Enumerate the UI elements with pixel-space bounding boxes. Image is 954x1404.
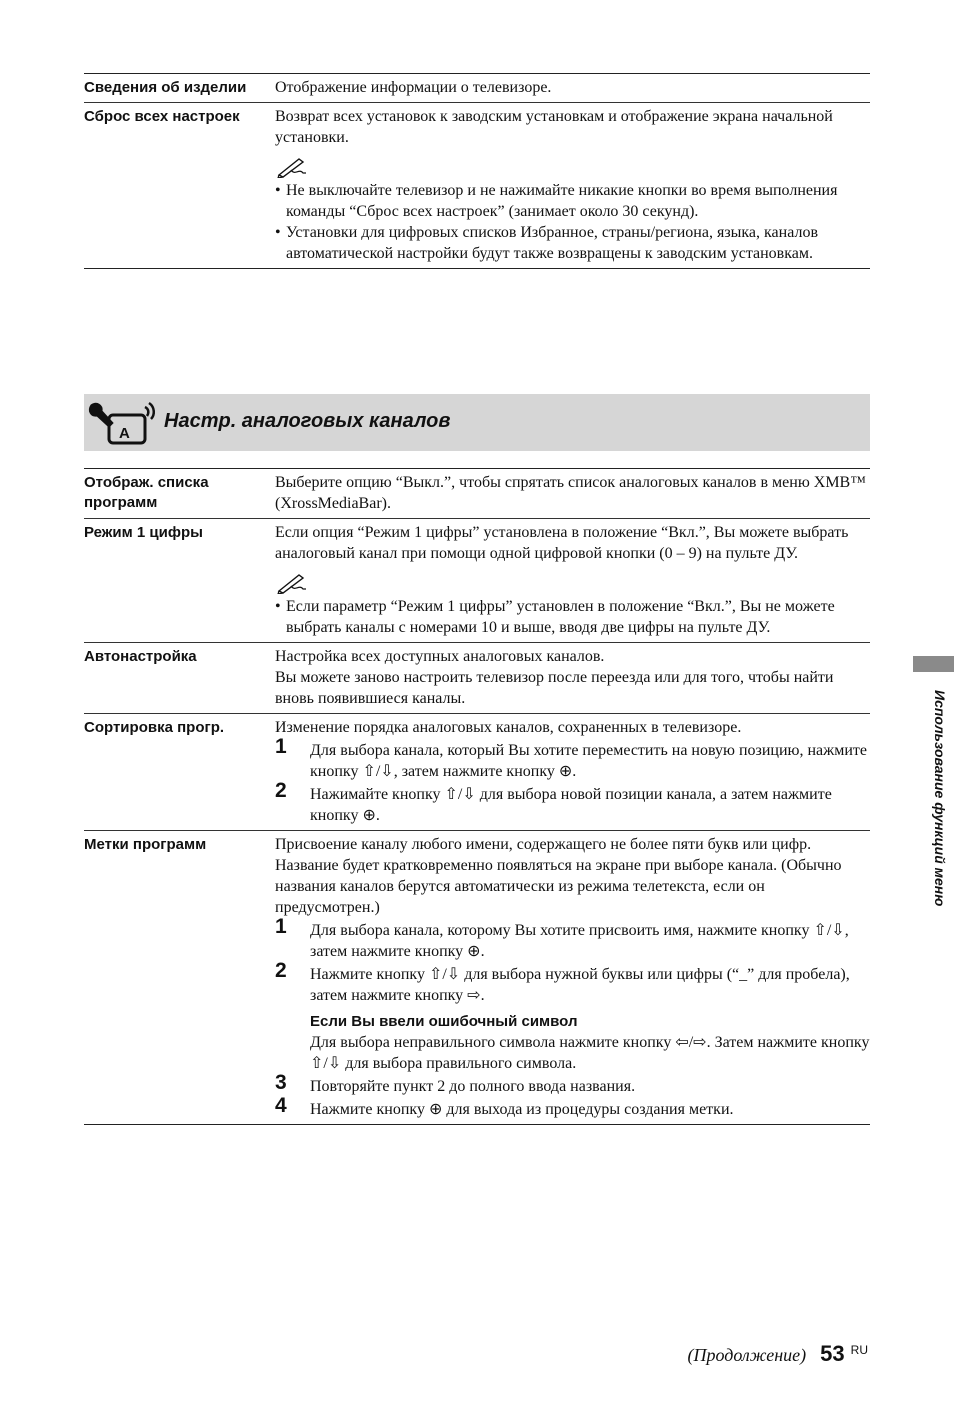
- row-description-extra: Вы можете заново настроить телевизор после переезда или для того, чтобы найти вновь появившиеся каналы.: [275, 669, 834, 707]
- settings-table-general: [84, 73, 870, 269]
- notes-list: [275, 180, 870, 264]
- step-text: Для выбора канала, который Вы хотите переместить на новую позицию, нажмите кнопку ⇧/⇩, затем нажмите кнопку ⊕.: [310, 742, 867, 780]
- page-number: 53: [820, 1341, 845, 1366]
- step-item: [275, 1071, 870, 1097]
- row-description: Отображение информации о телевизоре.: [275, 79, 552, 96]
- table-row: [84, 831, 870, 1125]
- row-term: Автонастройка: [84, 648, 197, 665]
- language-code: RU: [850, 1343, 868, 1357]
- row-description: Если опция “Режим 1 цифры” установлена в положение “Вкл.”, Вы можете выбрать аналоговый канал при помощи одной цифровой кнопки (0 – 9) на пульте ДУ.: [275, 524, 849, 562]
- row-term: Отображ. списка программ: [84, 474, 209, 511]
- step-text: Для выбора канала, которому Вы хотите присвоить имя, нажмите кнопку ⇧/⇩, затем нажмите кнопку ⊕.: [310, 922, 849, 960]
- note-item: • Не выключайте телевизор и не нажимайте никакие кнопки во время выполнения команды “Сброс всех настроек” (занимает около 30 секунд).: [275, 180, 870, 222]
- settings-table-analog: [84, 468, 870, 1125]
- step-item: [275, 779, 870, 826]
- step-text: Нажмите кнопку ⇧/⇩ для выбора нужной буквы или цифры (“_” для пробела), затем нажмите кнопку ⇨.: [310, 966, 850, 1004]
- table-row: [84, 74, 870, 103]
- table-row: [84, 643, 870, 714]
- row-description-cell: [275, 714, 870, 831]
- note-pencil-icon: [277, 572, 307, 594]
- step-number: 1: [275, 915, 287, 938]
- section-title: Настр. аналоговых каналов: [164, 410, 451, 432]
- note-item: • Если параметр “Режим 1 цифры” установлен в положение “Вкл.”, Вы не можете выбрать каналы с номерами 10 и выше, вводя две цифры на пульте ДУ.: [275, 596, 870, 638]
- step-number: 3: [275, 1071, 287, 1094]
- step-item: [275, 959, 870, 1006]
- step-item: [275, 915, 870, 962]
- notes-list: [275, 596, 870, 638]
- page-footer: [688, 1340, 869, 1367]
- table-row: [84, 469, 870, 519]
- row-description-cell: [275, 519, 870, 643]
- table-row: [84, 103, 870, 269]
- row-description: Возврат всех установок к заводским установкам и отображение экрана начальной установки.: [275, 108, 833, 146]
- row-term: Сброс всех настроек: [84, 108, 240, 125]
- step-text: Повторяйте пункт 2 до полного ввода названия.: [310, 1078, 636, 1095]
- step-number: 1: [275, 735, 287, 758]
- note-pencil-icon: [277, 156, 307, 178]
- row-description-cell: [275, 643, 870, 714]
- row-description-cell: [275, 831, 870, 1125]
- row-description: Присвоение каналу любого имени, содержащего не более пяти букв или цифр. Название будет кратковременно появляться на экране при выборе канала. (Обычно названия каналов берутся автоматически из режима телетекста, если он предусмотрен.): [275, 836, 842, 916]
- row-term: Метки программ: [84, 836, 207, 853]
- section-banner: [84, 394, 870, 451]
- icon-letter: A: [119, 425, 130, 442]
- sub-text: Для выбора неправильного символа нажмите кнопку ⇦/⇨. Затем нажмите кнопку ⇧/⇩ для выбора правильного символа.: [310, 1034, 870, 1072]
- table-row: [84, 519, 870, 643]
- row-term: Режим 1 цифры: [84, 524, 203, 541]
- row-term: Сортировка прогр.: [84, 719, 225, 736]
- row-term: Сведения об изделии: [84, 79, 247, 96]
- step-text: Нажимайте кнопку ⇧/⇩ для выбора новой позиции канала, а затем нажмите кнопку ⊕.: [310, 786, 832, 824]
- side-tab-marker: [913, 656, 954, 672]
- sub-heading: Если Вы ввели ошибочный символ: [310, 1013, 578, 1030]
- row-description: Изменение порядка аналоговых каналов, сохраненных в телевизоре.: [275, 719, 742, 736]
- side-section-label: Использование функций меню: [932, 690, 948, 907]
- step-number: 4: [275, 1094, 287, 1117]
- step-number: 2: [275, 959, 287, 982]
- note-item: • Установки для цифровых списков Избранное, страны/региона, языка, каналов автоматической настройки будут также возвращены к заводским установкам.: [275, 222, 870, 264]
- step-item: [275, 1094, 870, 1120]
- row-description: Настройка всех доступных аналоговых каналов.: [275, 648, 605, 665]
- table-row: [84, 714, 870, 831]
- row-description: Выберите опцию “Выкл.”, чтобы спрятать список аналоговых каналов в меню XMB™ (XrossMediaBar).: [275, 474, 866, 512]
- wrench-tv-analog-icon: [87, 399, 161, 447]
- step-item: [275, 735, 870, 782]
- row-description-cell: [275, 103, 870, 269]
- step-number: 2: [275, 779, 287, 802]
- step-text: Нажмите кнопку ⊕ для выхода из процедуры создания метки.: [310, 1101, 734, 1118]
- continued-label: (Продолжение): [687, 1345, 807, 1365]
